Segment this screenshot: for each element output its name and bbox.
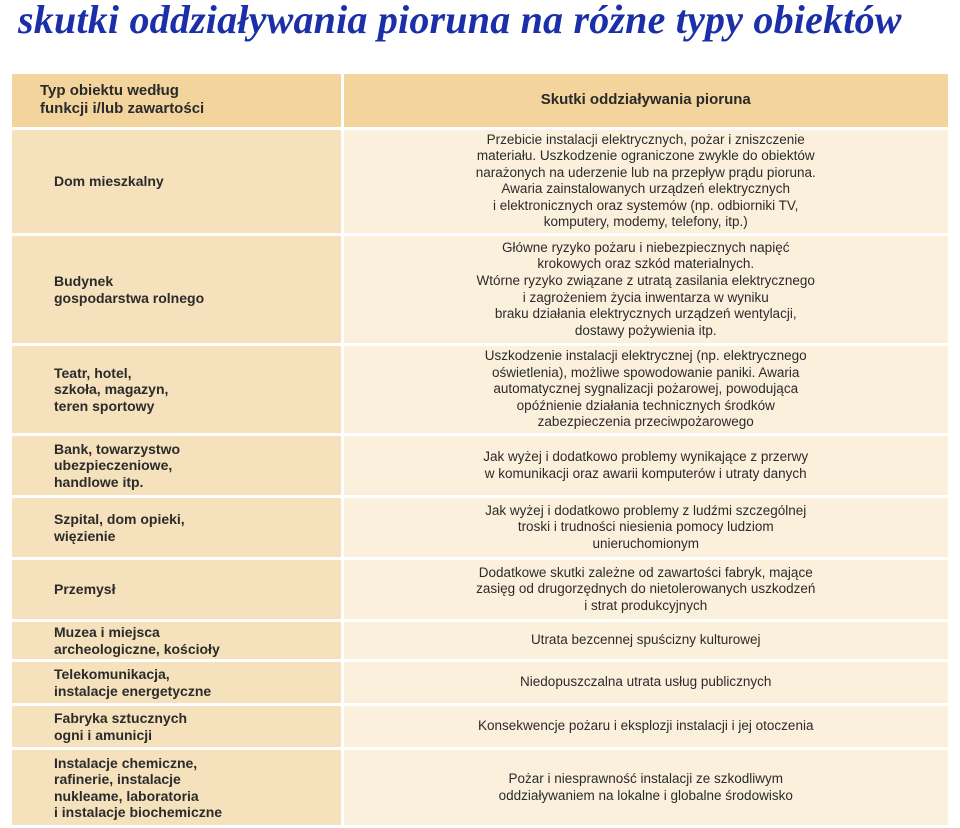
object-type-cell — [12, 621, 342, 661]
table-row — [12, 749, 948, 827]
effect-line: i strat produkcyjnych — [584, 597, 708, 613]
object-type-line: i instalacje biochemiczne — [54, 804, 223, 821]
object-type-line: ogni i amunicji — [54, 726, 153, 743]
effect-line: opóźnienie działania technicznych środków — [516, 397, 775, 413]
effect-line: unieruchomionym — [592, 535, 700, 551]
object-type-cell — [12, 705, 342, 749]
table-row — [12, 435, 948, 497]
effect-cell — [342, 621, 948, 661]
object-type-line: ubezpieczeniowe, — [54, 457, 173, 474]
effect-line: Jak wyżej i dodatkowo problemy z ludźmi szczególnej — [485, 502, 807, 518]
table-row — [12, 128, 948, 235]
object-type-cell — [12, 435, 342, 497]
effect-cell — [342, 749, 948, 827]
effect-line: Dodatkowe skutki zależne od zawartości fabryk, mające — [478, 564, 813, 580]
header-line: Skutki oddziaływania pioruna — [540, 91, 751, 109]
table-row — [12, 559, 948, 621]
effect-line: automatycznej sygnalizacji pożarowej, powodująca — [493, 381, 799, 397]
table-body — [12, 128, 948, 827]
object-type-line: rafinerie, instalacje — [54, 771, 181, 788]
effect-line: zabezpieczenia przeciwpożarowego — [537, 414, 754, 430]
effect-line: materiału. Uszkodzenie ograniczone zwykle do obiektów — [476, 148, 815, 164]
effect-line: krokowych oraz szkód materialnych. — [537, 256, 755, 272]
effect-cell — [342, 345, 948, 435]
object-type-line: szkoła, magazyn, — [54, 381, 169, 398]
effect-line: zasięg od drugorzędnych do nietolerowanych uszkodzeń — [476, 581, 816, 597]
object-type-cell — [12, 559, 342, 621]
effect-line: i elektronicznych oraz systemów (np. odbiorniki TV, — [493, 197, 799, 213]
object-type-line: Dom mieszkalny — [54, 173, 164, 190]
object-type-line: Bank, towarzystwo — [54, 440, 181, 457]
effect-line: braku działania elektrycznych urządzeń wentylacji, — [494, 306, 797, 322]
effect-cell — [342, 235, 948, 345]
effect-line: Przebicie instalacji elektrycznych, pożar i zniszczenie — [486, 131, 805, 147]
effect-cell — [342, 128, 948, 235]
effect-line: dostawy pożywienia itp. — [574, 322, 717, 338]
header-object-type — [12, 74, 342, 128]
object-type-line: gospodarstwa rolnego — [54, 289, 205, 306]
object-type-line: archeologiczne, kościoły — [54, 640, 220, 657]
table-row — [12, 235, 948, 345]
effect-line: Jak wyżej i dodatkowo problemy wynikające z przerwy — [483, 448, 809, 464]
effect-line: oddziaływaniem na lokalne i globalne środowisko — [498, 787, 793, 803]
object-type-line: Instalacje chemiczne, — [54, 754, 198, 771]
effect-cell — [342, 661, 948, 705]
effect-line: Pożar i niesprawność instalacji ze szkodliwym — [508, 770, 784, 786]
object-type-line: instalacje energetyczne — [54, 682, 212, 699]
effect-cell — [342, 559, 948, 621]
effect-cell — [342, 435, 948, 497]
table-header-row — [12, 74, 948, 128]
effect-line: troski i trudności niesienia pomocy ludziom — [517, 519, 774, 535]
object-type-cell — [12, 749, 342, 827]
header-line: Typ obiektu według — [40, 82, 179, 100]
object-type-line: nukleame, laboratoria — [54, 787, 199, 804]
object-type-line: Telekomunikacja, — [54, 666, 170, 683]
object-type-line: Szpital, dom opieki, — [54, 511, 185, 528]
table-row — [12, 497, 948, 559]
effect-cell — [342, 705, 948, 749]
effect-line: Uszkodzenie instalacji elektrycznej (np. elektrycznego — [484, 348, 807, 364]
effect-line: Awaria zainstalowanych urządzeń elektrycznych — [501, 181, 791, 197]
effect-cell — [342, 497, 948, 559]
object-type-cell — [12, 661, 342, 705]
object-type-line: Przemysł — [54, 581, 116, 598]
object-type-cell — [12, 497, 342, 559]
object-type-line: więzienie — [54, 527, 116, 544]
table-row — [12, 661, 948, 705]
table-row — [12, 621, 948, 661]
object-type-cell — [12, 235, 342, 345]
effect-line: Główne ryzyko pożaru i niebezpiecznych napięć — [502, 239, 790, 255]
page-title: skutki oddziaływania pioruna na różne typy obiektów — [18, 0, 902, 42]
effect-line: Utrata bezcennej spuścizny kulturowej — [530, 632, 761, 648]
table-row — [12, 345, 948, 435]
object-type-cell — [12, 345, 342, 435]
object-type-line: Teatr, hotel, — [54, 364, 132, 381]
object-type-line: Fabryka sztucznych — [54, 710, 188, 727]
effect-line: oświetlenia), możliwe spowodowanie paniki. Awaria — [492, 364, 800, 380]
effect-line: Konsekwencje pożaru i eksplozji instalacji i jej otoczenia — [478, 718, 814, 734]
header-line: funkcji i/lub zawartości — [40, 100, 205, 118]
header-effects — [342, 74, 948, 128]
object-type-cell — [12, 128, 342, 235]
object-type-line: teren sportowy — [54, 397, 155, 414]
effect-line: Wtórne ryzyko związane z utratą zasilania elektrycznego — [476, 272, 815, 288]
object-type-line: handlowe itp. — [54, 473, 144, 490]
object-type-line: Budynek — [54, 273, 114, 290]
table-row — [12, 705, 948, 749]
lightning-effects-table — [12, 74, 948, 828]
effect-line: i zagrożeniem życia inwentarza w wyniku — [522, 289, 769, 305]
lightning-effects-table-container — [12, 74, 948, 821]
effect-line: narażonych na uderzenie lub na przepływ prądu pioruna. — [475, 164, 816, 180]
object-type-line: Muzea i miejsca — [54, 624, 160, 641]
effect-line: komputery, modemy, telefony, itp.) — [543, 214, 748, 230]
effect-line: Niedopuszczalna utrata usług publicznych — [520, 674, 772, 690]
effect-line: w komunikacji oraz awarii komputerów i utraty danych — [484, 465, 807, 481]
